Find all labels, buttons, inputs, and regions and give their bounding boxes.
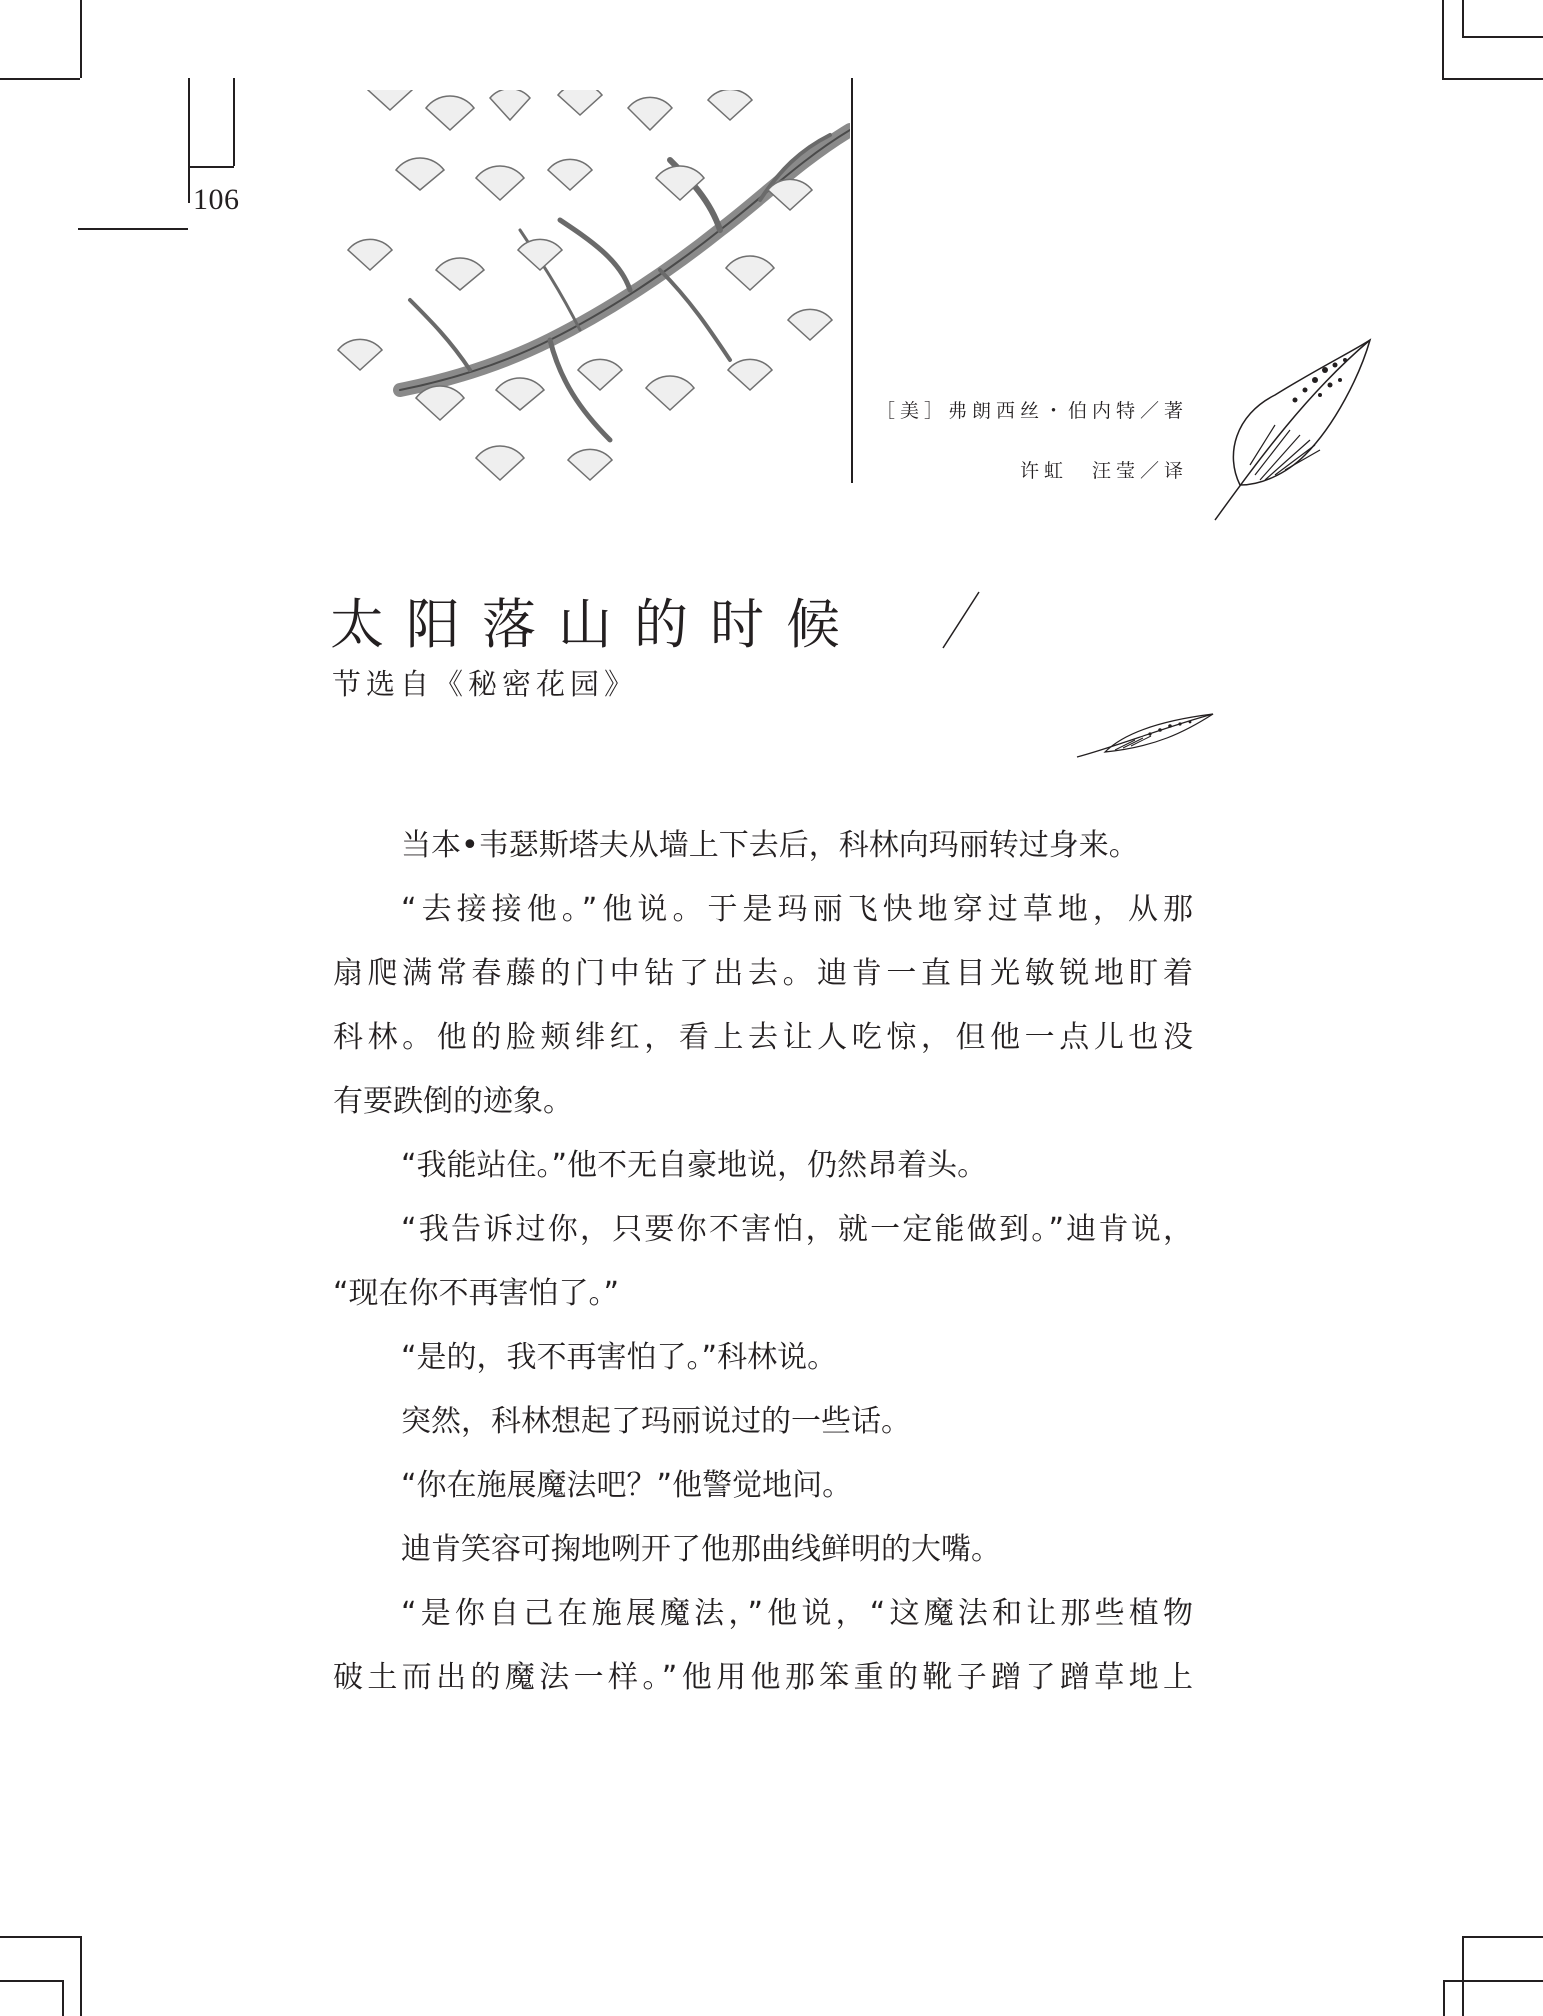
crop-mark bbox=[1443, 1980, 1543, 1982]
text-line: 当本•韦瑟斯塔夫从墙上下去后，科林向玛丽转过身来。 bbox=[401, 828, 1139, 863]
ginkgo-branch-illustration bbox=[330, 90, 850, 500]
crop-mark bbox=[0, 1980, 62, 1982]
text-line: “是你自己在施展魔法，”他说，“这魔法和让那些植物 bbox=[401, 1596, 1193, 1631]
text-line: 破土而出的魔法一样。”他用他那笨重的靴子蹭了蹭草地上 bbox=[333, 1660, 1193, 1695]
crop-mark bbox=[1442, 78, 1543, 80]
subtitle: 节选自《秘密花园》 bbox=[332, 667, 639, 701]
text-line: “我能站住。”他不无自豪地说，仍然昂着头。 bbox=[401, 1148, 988, 1183]
feather-icon bbox=[1205, 335, 1375, 525]
crop-mark bbox=[233, 78, 235, 166]
crop-mark bbox=[62, 1980, 64, 2016]
crop-mark bbox=[188, 166, 234, 168]
divider-line bbox=[851, 78, 853, 483]
text-line: “现在你不再害怕了。” bbox=[333, 1276, 620, 1311]
page-number: 106 bbox=[193, 183, 240, 216]
text-line: “是的，我不再害怕了。”科林说。 bbox=[401, 1340, 838, 1375]
text-line: 扇爬满常春藤的门中钻了出去。迪肯一直目光敏锐地盯着 bbox=[333, 956, 1193, 991]
crop-mark bbox=[1442, 0, 1444, 78]
text-line: “我告诉过你，只要你不害怕，就一定能做到。”迪肯说， bbox=[401, 1212, 1193, 1247]
byline-translator: 许虹 汪莹／译 bbox=[1019, 460, 1188, 482]
text-line: 迪肯笑容可掬地咧开了他那曲线鲜明的大嘴。 bbox=[401, 1532, 1001, 1567]
crop-mark bbox=[1462, 1936, 1464, 2016]
text-line: “去接接他。”他说。于是玛丽飞快地穿过草地，从那 bbox=[401, 892, 1193, 927]
crop-mark bbox=[80, 1936, 82, 2016]
title-slash-mark bbox=[935, 588, 985, 652]
crop-mark bbox=[1462, 36, 1543, 38]
feather-icon bbox=[1075, 712, 1215, 762]
crop-mark bbox=[0, 1936, 80, 1938]
text-line: “你在施展魔法吧？”他警觉地问。 bbox=[401, 1468, 853, 1503]
text-line: 突然，科林想起了玛丽说过的一些话。 bbox=[401, 1404, 911, 1439]
crop-mark bbox=[1462, 0, 1464, 36]
page-title: 太阳落山的时候 bbox=[330, 593, 862, 656]
byline-author: ［美］弗朗西丝・伯内特／著 bbox=[875, 400, 1188, 422]
crop-mark bbox=[0, 78, 80, 80]
crop-mark bbox=[188, 78, 190, 203]
crop-mark bbox=[1443, 1980, 1445, 2016]
crop-mark bbox=[78, 228, 188, 230]
text-line: 有要跌倒的迹象。 bbox=[333, 1084, 573, 1119]
crop-mark bbox=[1462, 1936, 1543, 1938]
crop-mark bbox=[80, 0, 82, 78]
text-line: 科林。他的脸颊绯红，看上去让人吃惊，但他一点儿也没 bbox=[333, 1020, 1193, 1055]
